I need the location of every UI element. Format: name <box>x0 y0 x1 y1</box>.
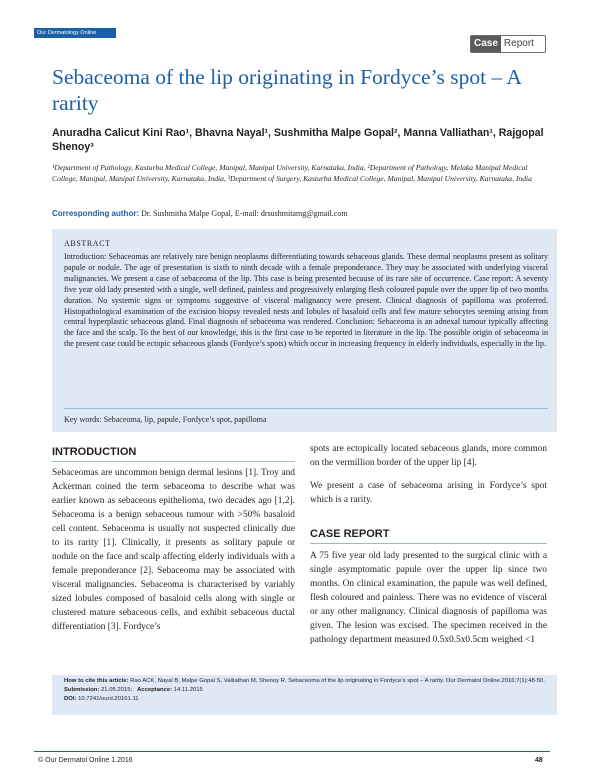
case-paragraph: A 75 five year old lady presented to the surgical clinic with a single asymptomatic papule over the upper lip since two months. On clinical examination, the papule was well defined, flesh coloured and painless. There was no evidence of visceral or any other malignancy. Clinical diagnosis of papilloma was given. The lesion was excised. The specimen received in the pathology department measured 0.5x0.5x0.5cm weighed <1 <box>310 551 547 645</box>
badge-report: Report <box>503 38 534 49</box>
right-paragraph-2: We present a case of sebaceoma arising in Fordyce’s spot which is a rarity. <box>310 481 547 505</box>
citation-text <box>64 677 548 704</box>
corresponding-label: Corresponding author: <box>52 209 140 218</box>
article-title: Sebaceoma of the lip originating in Fordyce’s spot – A rarity <box>52 65 521 115</box>
footer-rule <box>34 751 550 752</box>
case-report-heading: CASE REPORT <box>310 528 390 540</box>
submission-date: 21.05.2015; <box>101 687 133 693</box>
introduction-rule <box>52 461 295 462</box>
abstract-conclusion: Sebaceoma is an adnexal tumour typically affecting the face and the scalp. To the best of our knowledge, this is the first case to be reported in literature in the lip. The possible origin of sebaceoma in the present case could be ectopic sebaceous glands (Fordyce’s spots) which occur in increasing frequency in elderly individuals, especially in the lip. <box>64 317 548 349</box>
doi-label: DOI: <box>64 696 77 702</box>
corresponding-author <box>52 209 552 219</box>
copyright: © Our Dermatol Online 1.2016 <box>38 757 133 764</box>
intro-paragraph: Sebaceomas are uncommon benign dermal lesions [1]. Troy and Ackerman coined the term sebaceoma to describe what was earlier known as sebaceous epithelioma, two decades ago [1,2]. Sebaceoma is a benign sebaceous tumour with >50% basaloid cell content. Sebaceoma is usually not suspected clinically due to its rarity [1]. Clinically, it presents as solitary papule or nodule on the face and scalp affecting elderly individuals with a female preponderance [2]. Sebaceoma may be associated with visceral malignancies. Sebaceoma is characterised by variably sized lobules composed of basaloid cells along with single or clustered mature sebaceous cells, and exhibit sebaceous ductal differentiation [3]. Fordyce’s <box>52 468 295 632</box>
author-list: Anuradha Calicut Kini Rao¹, Bhavna Nayal¹, Sushmitha Malpe Gopal², Manna Valliathan¹, Rajgopal Shenoy³ <box>52 127 544 153</box>
cite-text: Rao ACK, Nayal B, Malpe Gopal S, Valliathan M, Shenoy R. Sebaceoma of the lip originating in Fordyce’s spot – A rarity. Our Dermatol Online.2016;7(1):48-50. <box>130 678 545 684</box>
abstract-case: A seventy five year old lady presented with a single, well defined, painless and progressively enlarging flesh coloured papule over the upper lip of two months duration. No systemic signs or symptoms suggestive of visceral malignancy were present. Clinical diagnosis of papilloma was proferred. Histopathological examination of the excision biopsy revealed nests and lobules of basaloid cells and few mature sebocytes seeming arising from central hyperplastic sebaceous gland. Final diagnosis of sebaceoma was rendered. <box>64 273 548 327</box>
abstract-heading: ABSTRACT <box>64 239 111 248</box>
badge-case: Case <box>471 36 501 52</box>
abstract-conclusion-label: Conclusion: <box>335 317 376 327</box>
right-paragraph-1: spots are ectopically located sebaceous glands, more common on the vermillion border of the upper lip [4]. <box>310 444 547 468</box>
introduction-heading: INTRODUCTION <box>52 446 137 458</box>
left-column <box>52 466 295 643</box>
keywords <box>64 415 548 424</box>
right-column-top <box>310 442 547 516</box>
case-report-rule <box>310 543 547 544</box>
corresponding-text: Dr. Sushmitha Malpe Gopal, E-mail: drsushmitamg@gmail.com <box>141 209 348 218</box>
abstract-case-label: Case report: <box>473 273 514 283</box>
keywords-text: Sebaceoma, lip, papule, Fordyce’s spot, papilloma <box>103 415 267 424</box>
journal-tag: Our Dermatology Online <box>34 28 116 38</box>
keywords-label: Key words: <box>64 415 102 424</box>
acceptance-label: Acceptance: <box>137 687 173 693</box>
page-number: 48 <box>535 757 543 764</box>
abstract-text <box>64 252 548 350</box>
doi-value: 10.7241/ourd.20161.11 <box>78 696 139 702</box>
keywords-divider <box>64 408 548 409</box>
submission-label: Submission: <box>64 687 100 693</box>
abstract-intro-label: Introduction: <box>64 252 107 261</box>
acceptance-date: 14.11.2015 <box>173 687 203 693</box>
affiliations: ¹Department of Pathology, Kasturba Medical College, Manipal, Manipal University, Karnataka, India, ²Department of Pathology, Melaka Manipal Medical College, Manipal, Manipal University, Karnataka, India, ³Department of Surgery, Kasturba Medical College, Manipal, Manipal University, Karnataka, India <box>52 163 532 183</box>
right-column-bottom <box>310 549 547 656</box>
cite-label: How to cite this article: <box>64 678 129 684</box>
abstract-intro: Sebaceomas are relatively rare benign neoplasms differentiating towards sebaceous glands. These dermal neoplasms present as solitary papule or nodule. The age of presentation is sixth to ninth decade with a female preponderance. They may be associated with underlying visceral malignancies. We present a case of sebaceoma of the lip. This case is being presented because of its rare site of occurrence. <box>64 252 548 283</box>
article-type-badge <box>470 35 546 53</box>
